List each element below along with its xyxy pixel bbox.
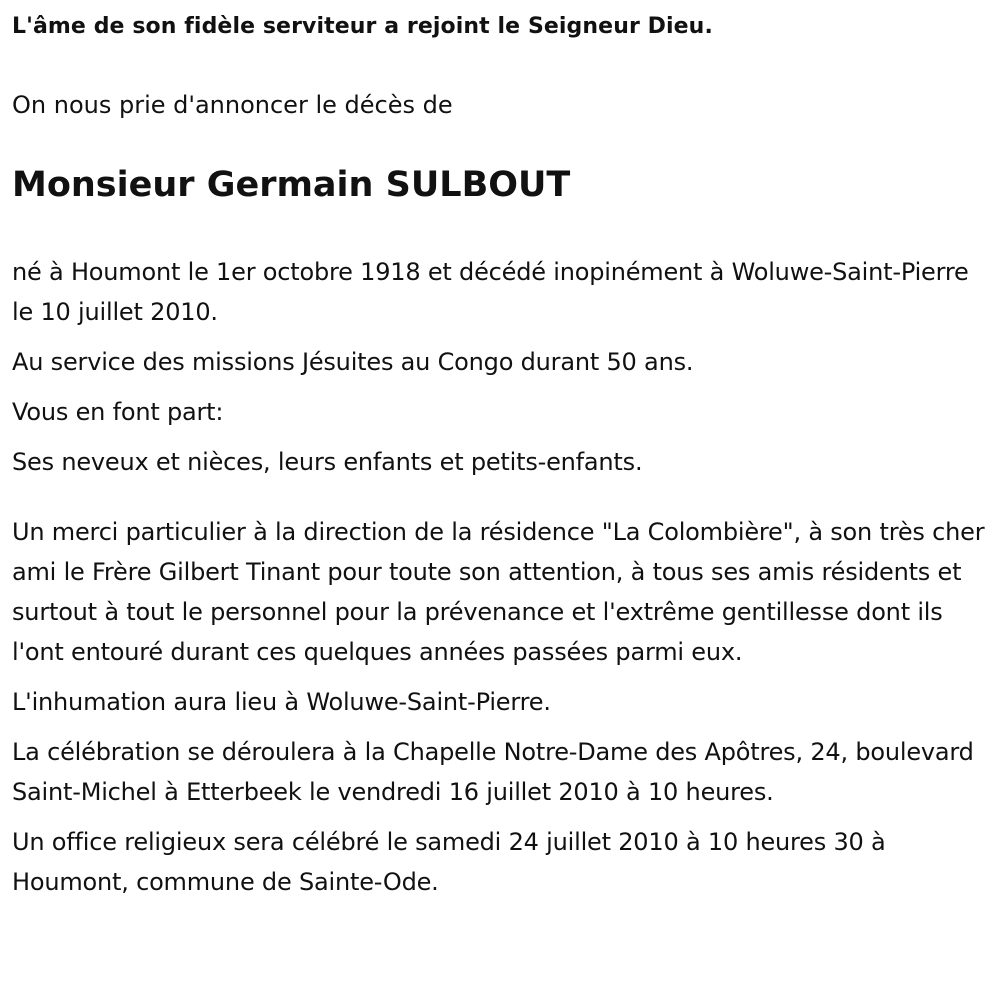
announcers-heading: Vous en font part: (12, 398, 224, 426)
mission-service-paragraph: Au service des missions Jésuites au Congo durant 50 ans. (12, 348, 694, 376)
burial-paragraph: L'inhumation aura lieu à Woluwe-Saint-Pierre. (12, 688, 551, 716)
deceased-name: Monsieur Germain SULBOUT (12, 165, 571, 205)
thanks-paragraph: Un merci particulier à la direction de la résidence "La Colombière", à son très cher ami le Frère Gilbert Tinant pour toute son attention, à tous ses amis résidents et surtout à tout le personnel pour la prévenance et l'extrême gentillesse dont ils l'ont entouré durant ces quelques années passées parmi eux. (12, 518, 985, 666)
announcement-intro: On nous prie d'annoncer le décès de (12, 91, 453, 119)
celebration-paragraph: La célébration se déroulera à la Chapelle Notre-Dame des Apôtres, 24, boulevard Saint-Michel à Etterbeek le vendredi 16 juillet 2010 à 10 heures. (12, 738, 974, 806)
epigraph: L'âme de son fidèle serviteur a rejoint le Seigneur Dieu. (12, 14, 713, 39)
birth-death-paragraph: né à Houmont le 1er octobre 1918 et décédé inopinément à Woluwe-Saint-Pierre le 10 juillet 2010. (12, 258, 969, 326)
family-paragraph: Ses neveux et nièces, leurs enfants et petits-enfants. (12, 448, 643, 476)
religious-office-paragraph: Un office religieux sera célébré le samedi 24 juillet 2010 à 10 heures 30 à Houmont, commune de Sainte-Ode. (12, 828, 886, 896)
notice-body (12, 252, 988, 902)
